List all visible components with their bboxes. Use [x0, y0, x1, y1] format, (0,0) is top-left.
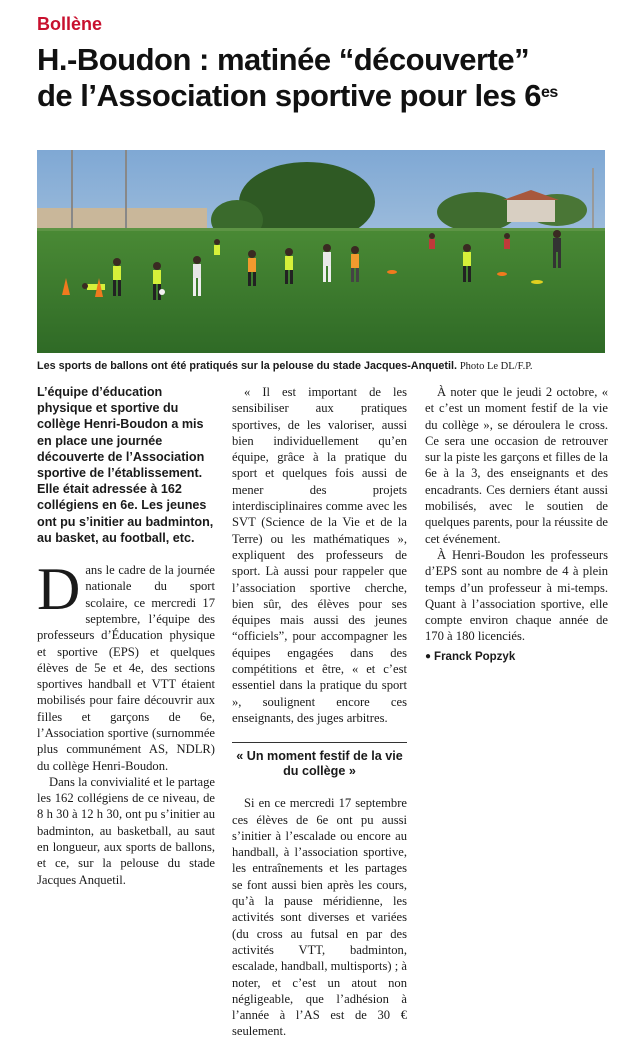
headline-line-2-text: de l’Association sportive pour les 6 — [37, 78, 541, 113]
paragraph-6: À Henri-Boudon les professeurs d’EPS sont au nombre de 4 à plein temps d’un professeur à mi-temps. Quant à l’association sportive, elle compte environ chaque année de 170 à 180 licenciés. — [425, 547, 608, 644]
headline-superscript: es — [540, 84, 558, 101]
article-headline — [37, 42, 612, 114]
article-photo — [37, 150, 605, 353]
caption-text: Les sports de ballons ont été pratiqués sur la pelouse du stade Jacques-Anquetil. — [37, 360, 457, 372]
photo-pole — [592, 168, 594, 228]
photo-field — [37, 228, 605, 353]
paragraph-2: Dans la convivialité et le partage les 162 collégiens de ce niveau, de 8 h 30 à 12 h 30, ont pu s’initier au badminton, au basketball, au saut en longueur, aux sports de ballons, et ce, sur la pelouse du stade Jacques Anquetil. — [37, 774, 215, 887]
bullet-icon: ● — [425, 650, 432, 662]
photo-pole — [125, 150, 127, 230]
paragraph-4: Si en ce mercredi 17 septembre ces élèves de 6e ont pu aussi s’initier à l’escalade ou encore au handball, à l’association sportive, les entraînements et les partages se font aussi bien après les cours, qu’à la pause méridienne, les activités sont diverses et variées (du cross au futsal en par des activités VTT, badminton, escalade, handball, multisports) ; à noter, et c’est un atout non négligeable, que l’adhésion à l’année à l’AS est de 30 € seulement. — [232, 796, 407, 1039]
photo-marker — [531, 280, 543, 284]
paragraph-1 — [37, 556, 215, 774]
photo-ball — [159, 289, 165, 295]
intertitle: « Un moment festif de la vie du collège » — [232, 742, 407, 779]
paragraph-1-text: ans le cadre de la journée nationale du sport scolaire, ce mercredi 17 septembre, l’équipe des professeurs d’Éducation physique et sportive (EPS) et quelques élèves de 5e et 4e, des sections sportives handball et VTT étaient mobilisés pour faire découvrir aux filles et garçons de 6e, l’Association sportive (surnommée plus communément AS, NDLR) du collège Henri-Boudon. — [37, 563, 215, 773]
paragraph-5: À noter que le jeudi 2 octobre, « et c’est un moment festif de la vie du collège », se déroulera le cross. Ce sera une occasion de retrouver sur la piste les garçons et filles de la 6e à la 3, des enseignants et des encadrants. Ces derniers étant aussi mobilisés, avec le soutien de quelques parents, pour la réussite de cet événement. — [425, 385, 608, 546]
dropcap: D — [37, 556, 81, 623]
article-column-2 — [232, 384, 407, 1040]
headline-line-1: H.-Boudon : matinée “découverte” — [37, 42, 530, 77]
photo-marker — [497, 272, 507, 276]
section-kicker: Bollène — [37, 14, 103, 34]
photo-building — [507, 200, 555, 222]
photo-caption — [37, 359, 609, 374]
photo-pole — [71, 150, 73, 230]
headline-line-2 — [37, 78, 612, 114]
photo-credit: Photo Le DL/F.P. — [459, 361, 533, 372]
article-lead: L’équipe d’éducation physique et sportive du collège Henri-Boudon a mis en place une journée découverte de l’Association sportive de l’établissement. Elle était adressée à 162 collégiens en 6e. Les jeunes ont pu s’initier au badminton, au basket, au football, etc. — [37, 385, 214, 545]
author-byline — [425, 649, 608, 665]
article-column-3 — [425, 384, 608, 665]
author-name: Franck Popzyk — [434, 650, 516, 663]
article-column-1 — [37, 384, 215, 888]
photo-marker — [387, 270, 397, 274]
paragraph-3: « Il est important de les sensibiliser aux pratiques sportives, de les valoriser, aussi bien individuellement qu’en équipe, grâce à la pratique du sport et quelques fois aussi de mener des projets interdisciplinaires comme avec les SVT (Science de la Vie et de la Terre) ou les mathématiques », expliquent des professeurs de sport. Là aussi pour rappeler que l’association sportive cherche, bien sûr, des élèves pour ses équipes mais aussi des jeunes “officiels”, pour accompagner les équipes engagées dans des compétitions et être, « et c’est essentiel dans la pratique du sport », soulignent encore ces enseignants, des juges arbitres. — [232, 385, 407, 725]
photo-tree — [437, 192, 517, 232]
